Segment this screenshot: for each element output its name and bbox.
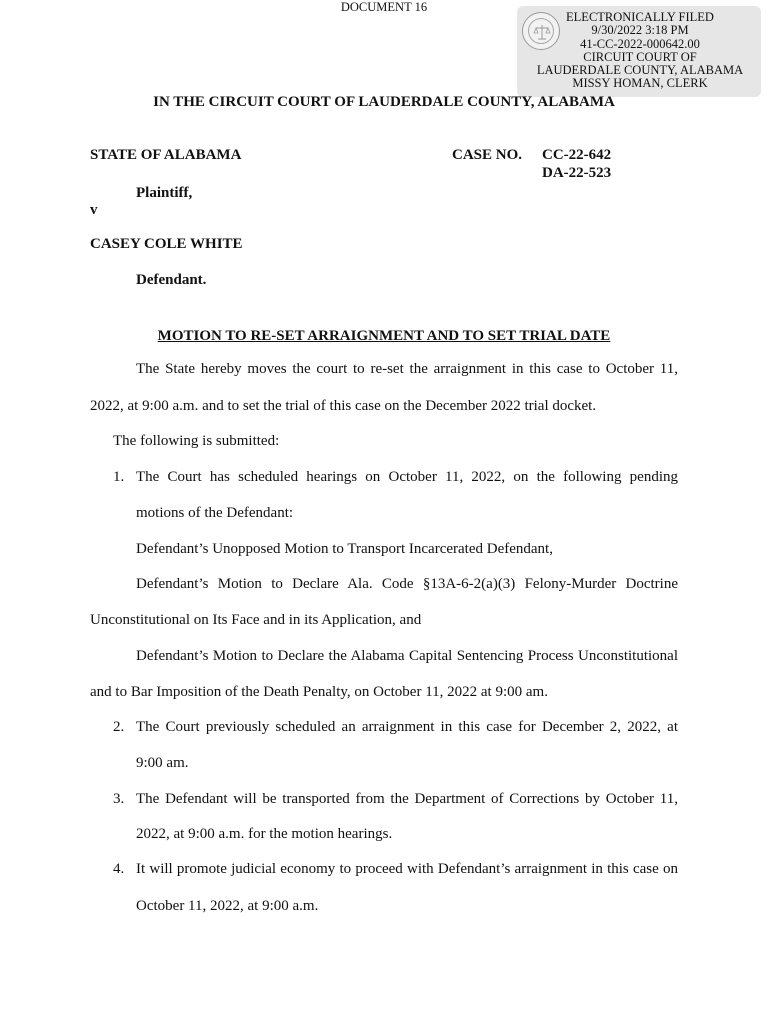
stamp-line: MISSY HOMAN, CLERK — [572, 76, 708, 91]
case-number-secondary: DA-22-523 — [542, 165, 612, 181]
stamp-line: 41-CC-2022-000642.00 — [580, 36, 700, 51]
list-item-line: The Court has scheduled hearings on October 11, 2022, on the following pending — [136, 469, 678, 485]
document-label: DOCUMENT 16 — [340, 0, 428, 14]
pending-motion-felony-murder-line: Unconstitutional on Its Face and in its Application, and — [90, 612, 422, 628]
list-item-number: 4. — [113, 861, 125, 877]
intro-paragraph-line: The State hereby moves the court to re-set the arraignment in this case to October 11, — [136, 361, 678, 377]
list-item-line: October 11, 2022, at 9:00 a.m. — [136, 898, 319, 914]
defendant-name: CASEY COLE WHITE — [90, 236, 243, 252]
list-item-line: The Defendant will be transported from the Department of Corrections by October 11, — [136, 791, 678, 807]
intro-paragraph-line: 2022, at 9:00 a.m. and to set the trial of this case on the December 2022 trial docket. — [90, 398, 597, 414]
pending-motion-transport: Defendant’s Unopposed Motion to Transport Incarcerated Defendant, — [136, 541, 553, 557]
stamp-line: LAUDERDALE COUNTY, ALABAMA — [536, 63, 744, 78]
list-item-number: 2. — [113, 719, 125, 735]
stamp-line: ELECTRONICALLY FILED — [566, 10, 714, 24]
defendant-role: Defendant. — [136, 272, 207, 288]
stamp-line: 9/30/2022 3:18 PM — [591, 23, 689, 38]
motion-title: MOTION TO RE-SET ARRAIGNMENT AND TO SET TRIAL DATE — [157, 328, 611, 344]
case-number-primary: CC-22-642 — [542, 147, 612, 163]
versus-label: v — [90, 202, 98, 218]
pending-motion-capital-sentencing-line: Defendant’s Motion to Declare the Alabama Capital Sentencing Process Unconstitutional — [136, 648, 678, 664]
pending-motion-felony-murder-line: Defendant’s Motion to Declare Ala. Code §13A-6-2(a)(3) Felony-Murder Doctrine — [136, 576, 678, 592]
case-number-label: CASE NO. — [452, 147, 523, 163]
submitted-statement: The following is submitted: — [113, 433, 280, 449]
list-item-line: motions of the Defendant: — [136, 505, 294, 521]
list-item-line: 9:00 am. — [136, 755, 189, 771]
list-item-line: It will promote judicial economy to proceed with Defendant’s arraignment in this case on — [136, 861, 678, 877]
stamp-line: CIRCUIT COURT OF — [583, 49, 697, 64]
list-item-number: 3. — [113, 791, 125, 807]
list-item-line: The Court previously scheduled an arraignment in this case for December 2, 2022, at — [136, 719, 678, 735]
list-item-number: 1. — [113, 469, 125, 485]
list-item-line: 2022, at 9:00 a.m. for the motion hearings. — [136, 826, 393, 842]
pending-motion-capital-sentencing-line: and to Bar Imposition of the Death Penalty, on October 11, 2022 at 9:00 am. — [90, 684, 548, 700]
court-title: IN THE CIRCUIT COURT OF LAUDERDALE COUNTY, ALABAMA — [153, 94, 615, 110]
plaintiff-name: STATE OF ALABAMA — [90, 147, 242, 163]
plaintiff-role: Plaintiff, — [136, 185, 193, 201]
electronic-filing-stamp — [517, 6, 761, 97]
